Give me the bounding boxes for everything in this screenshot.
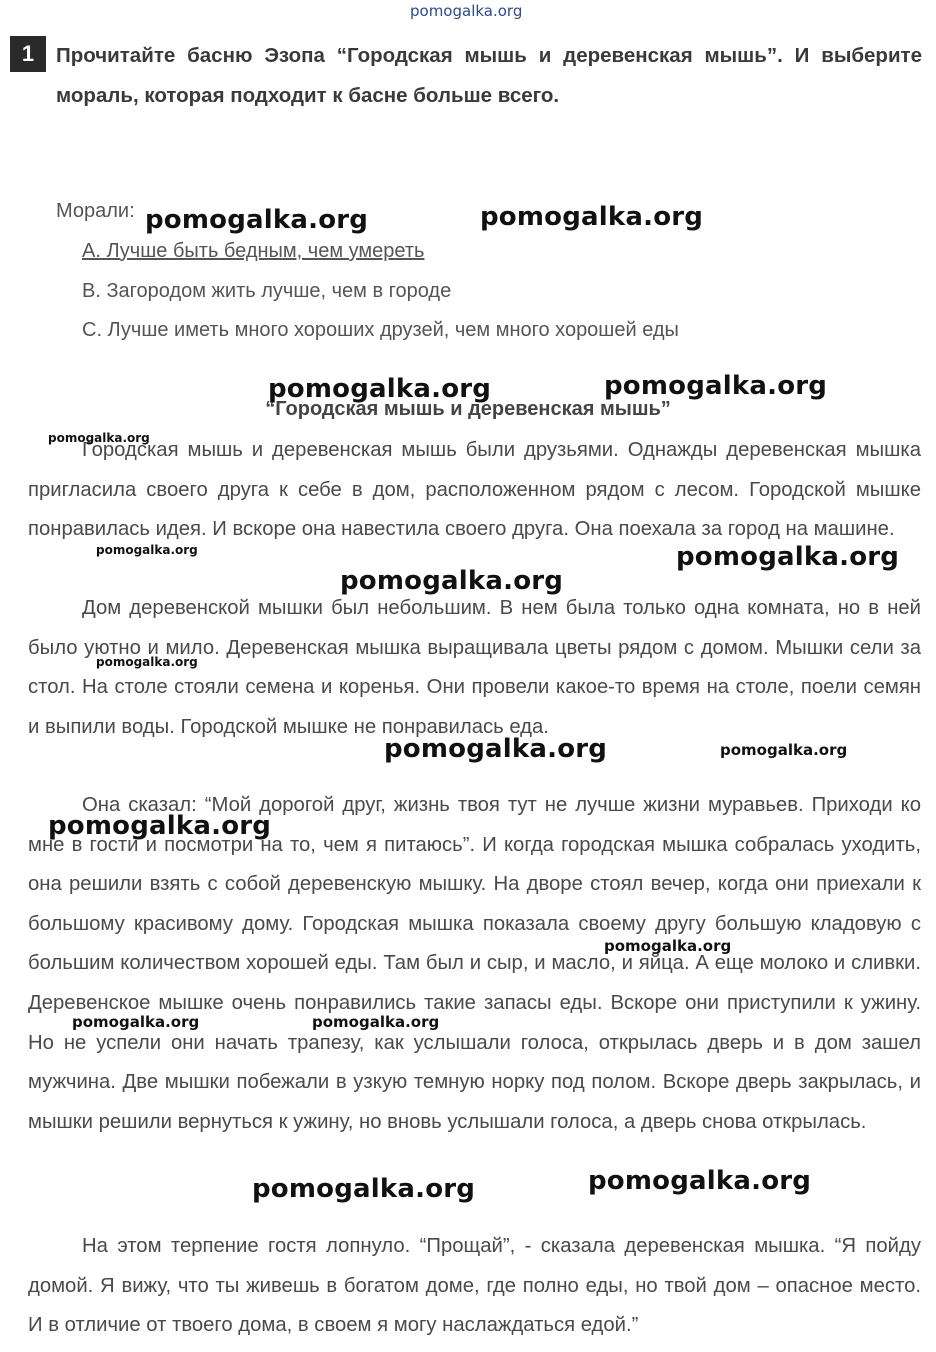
watermark[interactable]: pomogalka.org — [720, 741, 848, 759]
story-title: “Городская мышь и деревенская мышь” — [265, 398, 671, 420]
story-paragraph-1: Городская мышь и деревенская мышь были друзьями. Однажды деревенская мышка пригласила своего друга к себе в дом, расположенном рядом с лесом. Городской мышке понравилась идея. И вскоре она навестила своего друга. Она поехала за город на машине. — [28, 439, 921, 541]
watermark[interactable]: pomogalka.org — [604, 937, 732, 955]
watermark[interactable]: pomogalka.org — [252, 1174, 476, 1204]
watermark[interactable]: pomogalka.org — [384, 734, 608, 764]
moral-option-a: A. Лучше быть бедным, чем умереть — [82, 240, 425, 262]
watermark[interactable]: pomogalka.org — [312, 1013, 440, 1031]
moral-option-c: C. Лучше иметь много хороших друзей, чем много хорошей еды — [82, 319, 679, 341]
story-paragraph-3: Она сказал: “Мой дорогой друг, жизнь твоя тут не лучше жизни муравьев. Приходи ко мне в гости и посмотри на то, чем я питаюсь”. И когда городская мышка собралась уходить, она решили взять с собой деревенскую мышку. На дворе стоял вечер, когда они приехали к большому красивому дому. Городская мышка показала своему другу большую кладовую с большим количеством хорошей еды. Там был и сыр, и масло, и яйца. А еще молоко и сливки. Деревенское мышке очень понравились такие запасы еды. Вскоре они приступили к ужину. Но не успели они начать трапезу, как услышали голоса, открылась дверь и в дом зашел мужчина. Две мышки побежали в узкую темную норку под полом. Вскоре дверь закрылась, и мышки решили вернуться к ужину, но вновь услышали голоса, а дверь снова открылась. — [28, 794, 921, 1133]
watermark[interactable]: pomogalka.org — [48, 431, 150, 445]
watermark[interactable]: pomogalka.org — [268, 374, 492, 404]
task-instruction: Прочитайте басню Эзопа “Городская мышь и деревенская мышь”. И выберите мораль, которая подходит к басне больше всего. — [56, 44, 922, 107]
watermark[interactable]: pomogalka.org — [340, 566, 564, 596]
watermark[interactable]: pomogalka.org — [588, 1166, 812, 1196]
watermark[interactable]: pomogalka.org — [145, 205, 369, 235]
watermark[interactable]: pomogalka.org — [480, 202, 704, 232]
watermark[interactable]: pomogalka.org — [48, 811, 272, 841]
watermark[interactable]: pomogalka.org — [676, 542, 900, 572]
story-paragraph-2: Дом деревенской мышки был небольшим. В нем была только одна комната, но в ней было уютно и мило. Деревенская мышка выращивала цветы рядом с домом. Мышки сели за стол. На столе стояли семена и коренья. Они провели какое-то время на столе, поели семян и выпили воды. Городской мышке не понравилась еда. — [28, 597, 921, 738]
watermark[interactable]: pomogalka.org — [72, 1013, 200, 1031]
watermark[interactable]: pomogalka.org — [96, 543, 198, 557]
watermark[interactable]: pomogalka.org — [604, 371, 828, 401]
watermark-top[interactable]: pomogalka.org — [410, 2, 523, 20]
task-number-badge: 1 — [10, 36, 46, 72]
morals-label: Морали: — [56, 200, 135, 222]
watermark[interactable]: pomogalka.org — [96, 655, 198, 669]
moral-option-b: B. Загородом жить лучше, чем в городе — [82, 280, 452, 302]
story-paragraph-4: На этом терпение гостя лопнуло. “Прощай”, - сказала деревенская мышка. “Я пойду домой. Я вижу, что ты живешь в богатом доме, где полно еды, но твой дом – опасное место. И в отличие от твоего дома, в своем я могу наслаждаться едой.” — [28, 1235, 921, 1337]
